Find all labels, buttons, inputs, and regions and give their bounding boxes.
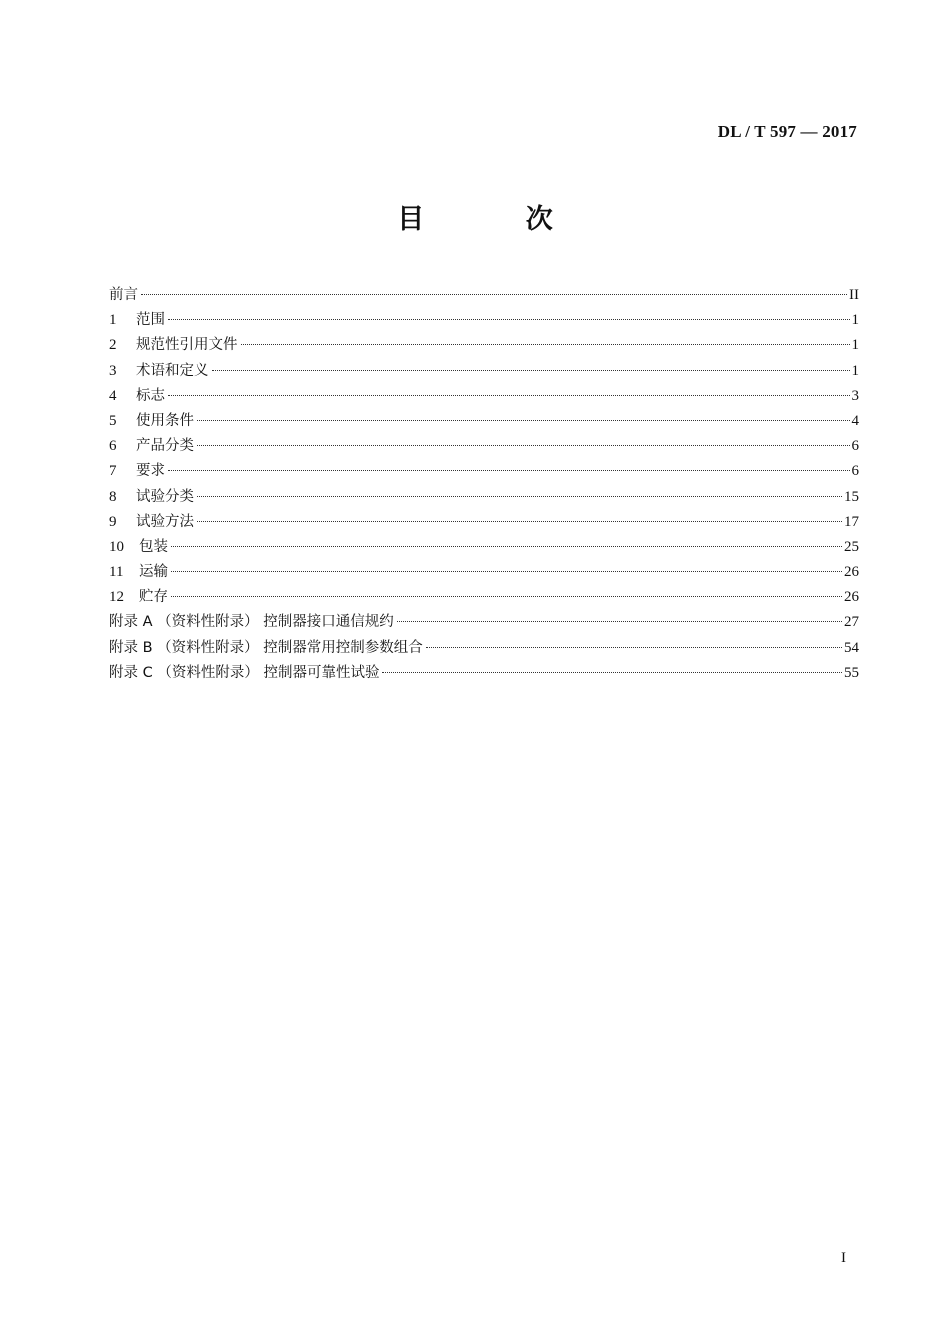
toc-entry-title: 术语和定义 — [136, 362, 209, 379]
toc-entry-number: 1 — [109, 312, 117, 329]
toc-entry-number: 9 — [109, 513, 117, 530]
toc-entry-number: 7 — [109, 463, 117, 480]
toc-entry-foreword[interactable] — [109, 283, 859, 308]
toc-entry-page: 6 — [851, 463, 859, 480]
toc-leader-dots — [168, 319, 850, 320]
toc-entry-page: 17 — [844, 513, 859, 530]
toc-leader-dots — [382, 672, 842, 673]
toc-entry-number: 2 — [109, 337, 117, 354]
toc-entry-page: 1 — [851, 337, 859, 354]
toc-entry-4[interactable] — [109, 384, 859, 409]
toc-entry-number: 3 — [109, 362, 117, 379]
toc-leader-dots — [426, 647, 842, 648]
toc-entry-page: 54 — [844, 639, 859, 656]
toc-entry-12[interactable] — [109, 585, 859, 610]
toc-entry-appendix-c[interactable] — [109, 661, 859, 686]
toc-entry-number: 11 — [109, 564, 124, 581]
toc-entry-page: 27 — [844, 614, 859, 631]
toc-entry-title: 产品分类 — [136, 438, 194, 455]
toc-entry-title: 标志 — [136, 387, 165, 404]
toc-entry-11[interactable] — [109, 560, 859, 585]
toc-entry-number: 5 — [109, 412, 117, 429]
toc-leader-dots — [171, 596, 842, 597]
toc-entry-number: 6 — [109, 438, 117, 455]
toc-entry-page: 1 — [851, 312, 859, 329]
toc-entry-number: 4 — [109, 387, 117, 404]
toc-leader-dots — [168, 395, 850, 396]
toc-entry-8[interactable] — [109, 485, 859, 510]
toc-entry-5[interactable] — [109, 409, 859, 434]
toc-entry-page: 55 — [844, 664, 859, 681]
toc-entry-page: 6 — [851, 438, 859, 455]
toc-entry-page: II — [849, 287, 859, 303]
toc-leader-dots — [168, 470, 850, 471]
standard-code: DL / T 597 — 2017 — [717, 122, 857, 141]
toc-entry-title: 范围 — [136, 312, 165, 329]
toc-entry-title: 试验分类 — [136, 488, 194, 505]
toc-entry-title: 贮存 — [139, 589, 168, 606]
toc-leader-dots — [241, 344, 850, 345]
toc-entry-title: 使用条件 — [136, 412, 194, 429]
toc-entry-page: 26 — [844, 564, 859, 581]
toc-entry-page: 4 — [851, 412, 859, 429]
toc-entry-number: 12 — [109, 589, 124, 606]
toc-entry-page: 25 — [844, 538, 859, 555]
toc-leader-dots — [212, 370, 850, 371]
toc-entry-10[interactable] — [109, 535, 859, 560]
toc-entry-7[interactable] — [109, 459, 859, 484]
toc-entry-3[interactable] — [109, 359, 859, 384]
toc-leader-dots — [141, 294, 847, 295]
toc-entry-number: 8 — [109, 488, 117, 505]
toc-leader-dots — [197, 521, 842, 522]
toc-entry-9[interactable] — [109, 510, 859, 535]
toc-leader-dots — [197, 496, 842, 497]
toc-leader-dots — [171, 546, 842, 547]
page-title: 目 次 — [397, 204, 599, 235]
toc-entry-title: 运输 — [139, 564, 168, 581]
toc-entry-page: 1 — [851, 362, 859, 379]
toc-leader-dots — [171, 571, 842, 572]
table-of-contents — [109, 283, 859, 686]
toc-entry-1[interactable] — [109, 308, 859, 333]
toc-entry-appendix-b[interactable] — [109, 636, 859, 661]
toc-entry-title: 附录 C （资料性附录） 控制器可靠性试验 — [109, 664, 380, 681]
toc-entry-number: 10 — [109, 538, 124, 555]
toc-entry-title: 包装 — [139, 538, 168, 555]
toc-entry-2[interactable] — [109, 333, 859, 358]
toc-entry-title: 前言 — [109, 287, 138, 303]
toc-entry-title: 附录 A （资料性附录） 控制器接口通信规约 — [109, 614, 394, 631]
toc-entry-appendix-a[interactable] — [109, 610, 859, 635]
toc-entry-page: 26 — [844, 589, 859, 606]
toc-leader-dots — [197, 420, 850, 421]
toc-leader-dots — [197, 445, 850, 446]
page-number: I — [841, 1250, 846, 1266]
toc-entry-title: 要求 — [136, 463, 165, 480]
toc-leader-dots — [397, 621, 842, 622]
toc-entry-6[interactable] — [109, 434, 859, 459]
toc-entry-title: 规范性引用文件 — [136, 337, 238, 354]
toc-entry-page: 15 — [844, 488, 859, 505]
toc-entry-page: 3 — [851, 387, 859, 404]
toc-entry-title: 试验方法 — [136, 513, 194, 530]
toc-entry-title: 附录 B （资料性附录） 控制器常用控制参数组合 — [109, 639, 423, 656]
